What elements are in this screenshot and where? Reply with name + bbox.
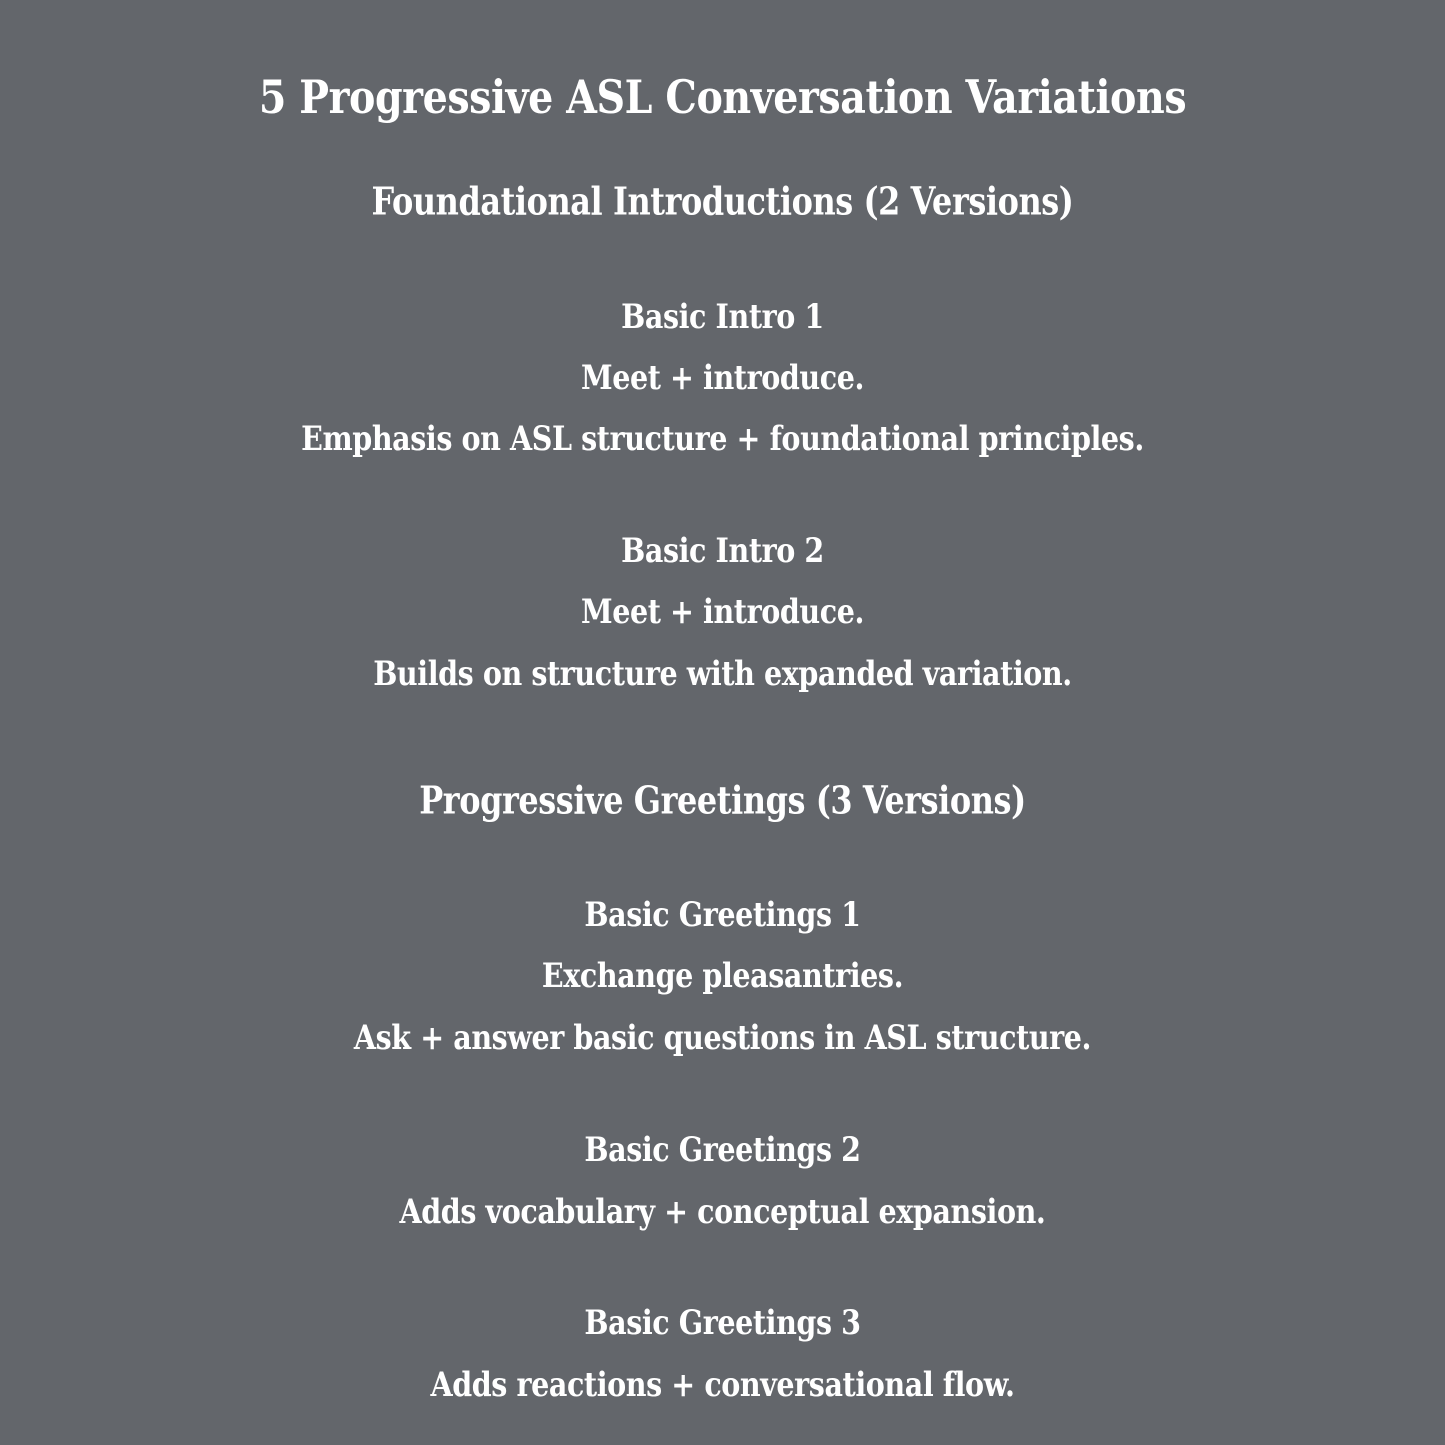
item-title: Basic Greetings 2 (584, 1130, 861, 1170)
item-title: Basic Intro 1 (621, 297, 824, 337)
item-title: Basic Greetings 1 (584, 895, 861, 935)
item-text: Adds vocabulary + conceptual expansion. (399, 1192, 1046, 1232)
item-text: Meet + introduce. (581, 592, 864, 632)
page-title: 5 Progressive ASL Conversation Variations (258, 70, 1187, 124)
section-heading: Foundational Introductions (2 Versions) (371, 178, 1074, 224)
item-text: Meet + introduce. (581, 358, 864, 398)
item-text: Builds on structure with expanded variation. (373, 654, 1072, 694)
item-title: Basic Greetings 3 (584, 1303, 861, 1343)
item-text: Emphasis on ASL structure + foundational principles. (301, 419, 1144, 459)
item-text: Exchange pleasantries. (541, 956, 904, 996)
item-text: Adds reactions + conversational flow. (430, 1365, 1015, 1405)
section-heading: Progressive Greetings (3 Versions) (419, 777, 1026, 823)
item-text: Ask + answer basic questions in ASL structure. (353, 1018, 1092, 1058)
item-title: Basic Intro 2 (621, 531, 824, 571)
